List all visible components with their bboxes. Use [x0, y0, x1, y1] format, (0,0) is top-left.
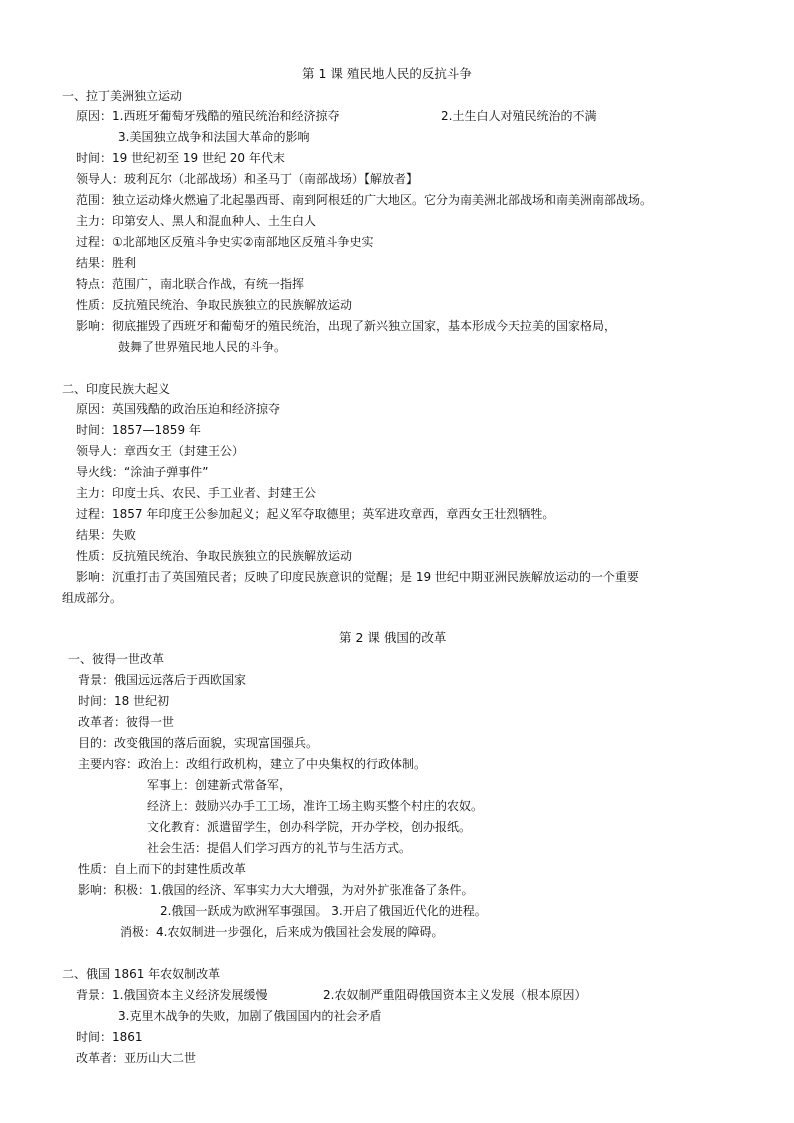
purpose-line: 目的：改变俄国的落后面貌，实现富国强兵。: [78, 736, 319, 750]
impact-line: 影响：积极：1.俄国的经济、军事实力大大增强，为对外扩张准备了条件。: [78, 883, 474, 897]
background-line: 背景：俄国远远落后于西欧国家: [78, 673, 247, 687]
content-line: 主要内容：政治上：改组行政机构，建立了中央集权的行政体制。: [78, 757, 427, 771]
background-line: 背景：1.俄国资本主义经济发展缓慢: [76, 988, 268, 1002]
force-line: 主力：印度士兵、农民、手工业者、封建王公: [76, 486, 317, 500]
background-line: 2.农奴制严重阻碍俄国资本主义发展（根本原因）: [323, 988, 587, 1002]
reason-line: 原因：1.西班牙葡萄牙残酷的殖民统治和经济掠夺: [76, 109, 340, 123]
section-heading: 一、彼得一世改革: [68, 652, 165, 666]
process-line: 过程：1857 年印度王公参加起义；起义军夺取德里；英军进攻章西，章西女王壮烈牺牲。: [76, 507, 555, 521]
process-line: 过程：①北部地区反殖斗争史实②南部地区反殖斗争史实: [76, 235, 374, 249]
time-line: 时间：1861: [76, 1030, 143, 1044]
section-heading: 一、拉丁美洲独立运动: [62, 89, 183, 103]
section-heading: 二、印度民族大起义: [62, 382, 171, 396]
reformer-line: 改革者：彼得一世: [78, 715, 175, 729]
nature-line: 性质：反抗殖民统治、争取民族独立的民族解放运动: [76, 549, 353, 563]
scope-line: 范围：独立运动烽火燃遍了北起墨西哥、南到阿根廷的广大地区。它分为南美洲北部战场和南美洲南部战场。: [76, 193, 653, 207]
impact-line: 消极：4.农奴制进一步强化，后来成为俄国社会发展的障碍。: [120, 925, 444, 939]
lesson1-title: 第 1 课 殖民地人民的反抗斗争: [302, 66, 472, 81]
result-line: 结果：胜利: [76, 256, 137, 270]
content-line: 文化教育：派遣留学生，创办科学院，开办学校，创办报纸。: [147, 820, 472, 834]
content-line: 经济上：鼓励兴办手工工场，准许工场主购买整个村庄的农奴。: [147, 799, 484, 813]
impact-line: 2.俄国一跃成为欧洲军事强国。 3.开启了俄国近代化的进程。: [160, 904, 487, 918]
reason-line: 原因：英国残酷的政治压迫和经济掠夺: [76, 402, 281, 416]
leader-line: 领导人：玻利瓦尔（北部战场）和圣马丁（南部战场）【解放者】: [76, 172, 419, 186]
fuse-line: 导火线：“涂油子弹事件”: [76, 465, 209, 479]
section-heading: 二、俄国 1861 年农奴制改革: [62, 967, 221, 981]
feature-line: 特点：范围广，南北联合作战，有统一指挥: [76, 277, 305, 291]
nature-line: 性质：自上而下的封建性质改革: [78, 862, 247, 876]
time-line: 时间：19 世纪初至 19 世纪 20 年代末: [76, 151, 285, 165]
reason-line: 2.土生白人对殖民统治的不满: [441, 109, 597, 123]
content-line: 社会生活：提倡人们学习西方的礼节与生活方式。: [147, 841, 412, 855]
lesson2-title: 第 2 课 俄国的改革: [339, 630, 447, 645]
background-line: 3.克里木战争的失败，加剧了俄国国内的社会矛盾: [118, 1009, 382, 1023]
impact-line: 鼓舞了世界殖民地人民的斗争。: [118, 340, 287, 354]
impact-line: 影响：沉重打击了英国殖民者；反映了印度民族意识的觉醒；是 19 世纪中期亚洲民族解放运动的一个重要: [76, 570, 639, 584]
time-line: 时间：1857—1859 年: [76, 423, 201, 437]
force-line: 主力：印第安人、黑人和混血种人、土生白人: [76, 214, 317, 228]
result-line: 结果：失败: [76, 528, 137, 542]
nature-line: 性质：反抗殖民统治、争取民族独立的民族解放运动: [76, 298, 353, 312]
reason-line: 3.美国独立战争和法国大革命的影响: [118, 130, 310, 144]
leader-line: 领导人：章西女王（封建王公）: [76, 444, 245, 458]
impact-line: 组成部分。: [62, 591, 123, 605]
reformer-line: 改革者：亚历山大二世: [76, 1051, 197, 1065]
content-line: 军事上：创建新式常备军，: [147, 778, 292, 792]
time-line: 时间：18 世纪初: [78, 694, 170, 708]
impact-line: 影响：彻底摧毁了西班牙和葡萄牙的殖民统治，出现了新兴独立国家，基本形成今天拉美的国家格局，: [76, 319, 617, 333]
